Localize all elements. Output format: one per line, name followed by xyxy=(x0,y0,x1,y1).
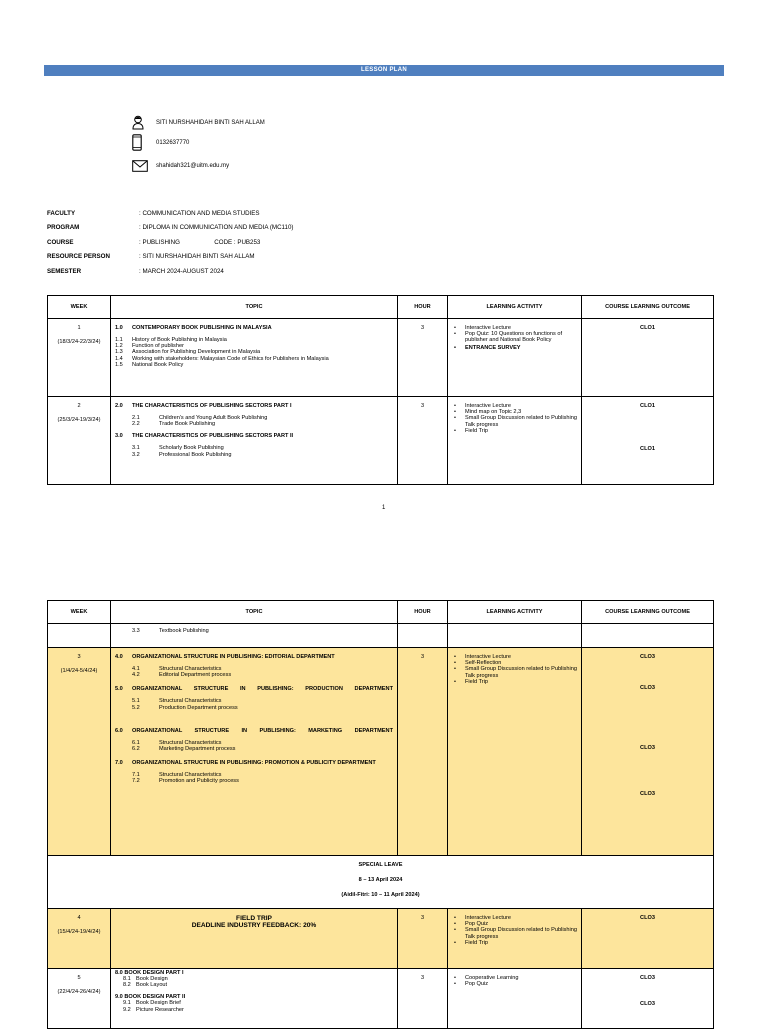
activity-text: Mind map on Topic 2,3 xyxy=(465,409,522,416)
clo-cell: CLO1 xyxy=(582,319,714,397)
hour-cell: 3 xyxy=(398,969,448,1029)
subtopic-text: Book Design Brief xyxy=(136,1000,181,1007)
subtopic-number: 4.2 xyxy=(132,672,140,679)
contact-email-row xyxy=(132,160,229,172)
subtopic-number: 8.2 xyxy=(123,982,131,989)
bullet-icon: • xyxy=(454,403,456,409)
phone-icon xyxy=(132,134,150,151)
activity-cell xyxy=(448,969,582,1029)
topic-heading xyxy=(115,686,393,692)
info-value: : PUBLISHING CODE : PUB253 xyxy=(139,238,261,246)
contact-name: SITI NURSHAHIDAH BINTI SAH ALLAM xyxy=(156,119,265,126)
week-dates: (18/3/24-22/3/24) xyxy=(57,339,101,345)
week-cell xyxy=(48,319,111,397)
week-number: 2 xyxy=(77,403,81,409)
subtopic-text: Structural Characteristics xyxy=(159,698,222,705)
subtopic-number: 3.2 xyxy=(132,451,140,458)
header-activity: LEARNING ACTIVITY xyxy=(448,601,582,624)
clo-cell xyxy=(582,648,714,856)
activity-text: Cooperative Learning xyxy=(465,975,519,981)
info-label: PROGRAM xyxy=(47,224,80,232)
special-leave-cell xyxy=(48,856,714,909)
info-value: : COMMUNICATION AND MEDIA STUDIES xyxy=(139,209,260,217)
bullet-icon: • xyxy=(454,981,456,988)
subtopic-text: Picture Researcher xyxy=(136,1006,184,1013)
activity-cell xyxy=(448,648,582,856)
course-info xyxy=(47,206,293,279)
topic-cell xyxy=(111,319,398,397)
week-cell xyxy=(48,648,111,856)
topic-heading xyxy=(115,403,393,409)
activity-text: Field Trip xyxy=(465,939,489,946)
lesson-table-page-1 xyxy=(47,295,714,485)
subtopic-number: 5.1 xyxy=(132,698,140,705)
special-leave-title: SPECIAL LEAVE xyxy=(358,862,403,868)
info-value: : MARCH 2024-AUGUST 2024 xyxy=(139,267,224,275)
bullet-icon: • xyxy=(454,325,456,331)
contact-phone: 0132637770 xyxy=(156,139,190,146)
clo-cell xyxy=(582,624,714,648)
bullet-icon: • xyxy=(454,975,456,981)
table-row-week-3 xyxy=(48,648,714,856)
subtopic-text: Function of publisher xyxy=(132,343,184,350)
activity-text: Interactive Lecture xyxy=(465,403,512,409)
info-semester xyxy=(47,264,293,279)
header-activity: LEARNING ACTIVITY xyxy=(448,296,582,319)
subtopic-text: Trade Book Publishing xyxy=(159,421,216,428)
topic-title: ORGANIZATIONAL STRUCTURE IN PUBLISHING: MARKETING DEPARTMENT xyxy=(132,727,393,734)
clo-value: CLO1 xyxy=(640,403,655,409)
header-topic: TOPIC xyxy=(111,601,398,624)
activity-text: Pop Quiz xyxy=(465,921,489,928)
topic-cell xyxy=(111,624,398,648)
person-icon xyxy=(132,115,150,130)
clo-cell xyxy=(582,397,714,485)
activity-text: Interactive Lecture xyxy=(465,325,512,331)
field-trip-title: FIELD TRIP xyxy=(236,915,272,922)
topic-title: THE CHARACTERISTICS OF PUBLISHING SECTORS PART II xyxy=(132,433,294,440)
subtopic-text: Working with stakeholders: Malaysian Code of Ethics for Publishers in Malaysia xyxy=(132,355,329,362)
week-cell xyxy=(48,624,111,648)
bullet-icon: • xyxy=(454,415,456,422)
clo-value: CLO3 xyxy=(640,685,655,691)
bullet-icon: • xyxy=(454,344,456,351)
lesson-table-page-2 xyxy=(47,600,714,1029)
subtopic-number: 3.3 xyxy=(132,628,140,634)
topic-cell xyxy=(111,648,398,856)
header-clo: COURSE LEARNING OUTCOME xyxy=(582,601,714,624)
table-header-row xyxy=(48,601,714,624)
info-label: SEMESTER xyxy=(47,267,82,275)
topic-number: 5.0 xyxy=(115,686,123,693)
topic-heading xyxy=(115,728,393,734)
subtopic-text: Marketing Department process xyxy=(159,746,236,753)
header-topic: TOPIC xyxy=(111,296,398,319)
topic-heading: 8.0 BOOK DESIGN PART I xyxy=(115,970,184,976)
table-header-row xyxy=(48,296,714,319)
activity-item xyxy=(454,981,579,987)
subtopic-number: 4.1 xyxy=(132,666,140,672)
page-number: 1 xyxy=(382,505,386,511)
subtopic-number: 6.1 xyxy=(132,739,140,746)
week-dates: (1/4/24-5/4/24) xyxy=(60,668,98,674)
topic-heading xyxy=(115,760,393,766)
subtopic-text: National Book Policy xyxy=(132,361,184,368)
bullet-icon: • xyxy=(454,678,456,685)
topic-title: ORGANIZATIONAL STRUCTURE IN PUBLISHING: PROMOTION & PUBLICITY DEPARTMENT xyxy=(132,760,376,767)
table-row-week-1 xyxy=(48,319,714,397)
subtopic-text: Professional Book Publishing xyxy=(159,451,232,458)
subtopic-text: Scholarly Book Publishing xyxy=(159,445,224,452)
deadline-text: DEADLINE INDUSTRY FEEDBACK: 20% xyxy=(191,922,317,929)
activity-text: ENTRANCE SURVEY xyxy=(465,344,521,351)
week-number: 3 xyxy=(77,654,81,660)
topic-number: 3.0 xyxy=(115,433,123,440)
clo-value: CLO3 xyxy=(640,975,655,981)
subtopic xyxy=(115,628,393,634)
hour-cell: 3 xyxy=(398,648,448,856)
clo-value: CLO3 xyxy=(640,745,655,751)
subtopic-number: 1.1 xyxy=(115,337,123,343)
activity-text: Pop Quiz xyxy=(465,981,489,988)
topic-heading xyxy=(115,433,393,439)
info-resource-person xyxy=(47,250,293,265)
hour-cell xyxy=(398,624,448,648)
subtopic-text: Book Design xyxy=(136,976,168,982)
topic-title: CONTEMPORARY BOOK PUBLISHING IN MALAYSIA xyxy=(132,325,272,331)
contact-name-row xyxy=(132,115,265,130)
subtopic-number: 9.1 xyxy=(123,1000,131,1007)
clo-cell: CLO3 xyxy=(582,909,714,969)
activity-item xyxy=(454,927,579,939)
activity-item xyxy=(454,415,579,427)
subtopic xyxy=(115,746,393,752)
subtopic xyxy=(115,421,393,427)
clo-value: CLO3 xyxy=(640,791,655,797)
bullet-icon: • xyxy=(454,927,456,934)
subtopic-text: Editorial Department process xyxy=(159,672,232,679)
bullet-icon: • xyxy=(454,915,456,921)
subtopic-number: 1.5 xyxy=(115,361,123,368)
activity-text: Interactive Lecture xyxy=(465,654,512,660)
activity-item xyxy=(454,331,579,343)
topic-title: THE CHARACTERISTICS OF PUBLISHING SECTORS PART I xyxy=(132,403,292,409)
bullet-icon: • xyxy=(454,660,456,667)
subtopic-number: 1.2 xyxy=(115,343,123,350)
lesson-plan-banner: LESSON PLAN xyxy=(44,65,724,76)
activity-cell xyxy=(448,624,582,648)
subtopic-text: Promotion and Publicity process xyxy=(159,778,239,785)
subtopic-number: 9.2 xyxy=(123,1006,131,1013)
header-hour: HOUR xyxy=(398,601,448,624)
topic-number: 2.0 xyxy=(115,403,123,409)
contact-email: shahidah321@uitm.edu.my xyxy=(156,163,230,169)
special-leave-dates: 8 – 13 April 2024 xyxy=(358,877,403,883)
table-row-week-2 xyxy=(48,397,714,485)
activity-item xyxy=(454,428,579,434)
subtopic-number: 2.2 xyxy=(132,421,140,428)
activity-text: Interactive Lecture xyxy=(465,915,512,921)
week-cell xyxy=(48,909,111,969)
special-leave-note: (Aidil-Fitri: 10 – 11 April 2024) xyxy=(341,892,420,898)
clo-cell xyxy=(582,969,714,1029)
hour-cell: 3 xyxy=(398,909,448,969)
bullet-icon: • xyxy=(454,654,456,660)
subtopic-number: 6.2 xyxy=(132,746,140,753)
activity-text: Pop Quiz: 10 Questions on functions of publisher and National Book Policy xyxy=(465,331,563,344)
header-week: WEEK xyxy=(48,601,111,624)
activity-text: Field Trip xyxy=(465,427,489,434)
week-number: 1 xyxy=(77,325,81,331)
topic-heading xyxy=(115,654,393,660)
bullet-icon: • xyxy=(454,331,456,338)
info-label: COURSE xyxy=(47,238,74,246)
header-hour: HOUR xyxy=(398,296,448,319)
bullet-icon: • xyxy=(454,921,456,928)
header-clo: COURSE LEARNING OUTCOME xyxy=(582,296,714,319)
week-number: 4 xyxy=(77,915,81,921)
header-week: WEEK xyxy=(48,296,111,319)
subtopic xyxy=(115,982,393,988)
subtopic xyxy=(115,705,393,711)
subtopic xyxy=(115,362,393,368)
info-value: : DIPLOMA IN COMMUNICATION AND MEDIA (MC110) xyxy=(139,224,294,232)
activity-text: Small Group Discussion related to Publishing Talk progress xyxy=(465,927,577,940)
activity-text: Small Group Discussion related to Publishing Talk progress xyxy=(465,415,577,428)
topic-cell xyxy=(111,909,398,969)
subtopic-number: 7.2 xyxy=(132,778,140,785)
week-number: 5 xyxy=(77,975,81,981)
clo-value: CLO1 xyxy=(640,446,655,452)
topic-number: 6.0 xyxy=(115,727,123,734)
table-row-special-leave xyxy=(48,856,714,909)
activity-cell xyxy=(448,909,582,969)
subtopic-text: Structural Characteristics xyxy=(159,772,222,779)
bullet-icon: • xyxy=(454,427,456,434)
topic-number: 7.0 xyxy=(115,760,123,767)
bullet-icon: • xyxy=(454,939,456,946)
info-program xyxy=(47,221,293,236)
hour-cell: 3 xyxy=(398,319,448,397)
topic-title: ORGANIZATIONAL STRUCTURE IN PUBLISHING: EDITORIAL DEPARTMENT xyxy=(132,654,335,660)
activity-item xyxy=(454,940,579,946)
subtopic-text: Structural Characteristics xyxy=(159,739,222,746)
activity-item xyxy=(454,666,579,678)
activity-text: Field Trip xyxy=(465,678,489,685)
info-label: RESOURCE PERSON xyxy=(47,253,110,261)
table-row-continuation xyxy=(48,624,714,648)
bullet-icon: • xyxy=(454,666,456,673)
contact-phone-row xyxy=(132,134,189,151)
subtopic-number: 1.4 xyxy=(115,355,123,362)
week-dates: (15/4/24-19/4/24) xyxy=(57,929,101,935)
activity-item xyxy=(454,679,579,685)
activity-item xyxy=(454,345,579,351)
subtopic xyxy=(115,452,393,458)
subtopic xyxy=(115,1007,393,1013)
topic-title: ORGANIZATIONAL STRUCTURE IN PUBLISHING: PRODUCTION DEPARTMENT xyxy=(132,686,393,693)
topic-cell xyxy=(111,969,398,1029)
bullet-icon: • xyxy=(454,409,456,416)
subtopic xyxy=(115,672,393,678)
table-row-week-5 xyxy=(48,969,714,1029)
table-row-week-4 xyxy=(48,909,714,969)
info-faculty xyxy=(47,206,293,221)
activity-text: Self-Reflection xyxy=(465,660,502,667)
hour-cell: 3 xyxy=(398,397,448,485)
subtopic-text: Association for Publishing Development in Malaysia xyxy=(132,349,261,356)
subtopic-number: 8.1 xyxy=(123,976,131,982)
subtopic-text: Structural Characteristics xyxy=(159,666,222,672)
subtopic-number: 1.3 xyxy=(115,349,123,356)
subtopic-text: Children's and Young Adult Book Publishing xyxy=(159,415,268,421)
subtopic-text: Production Department process xyxy=(159,704,238,711)
subtopic-text: Book Layout xyxy=(136,982,168,989)
topic-cell xyxy=(111,397,398,485)
subtopic-text: History of Book Publishing in Malaysia xyxy=(132,337,227,343)
topic-heading: 9.0 BOOK DESIGN PART II xyxy=(115,994,186,1001)
info-value: : SITI NURSHAHIDAH BINTI SAH ALLAM xyxy=(139,253,255,261)
clo-value: CLO3 xyxy=(640,1001,655,1007)
subtopic-number: 7.1 xyxy=(132,772,140,779)
subtopic xyxy=(115,778,393,784)
clo-value: CLO3 xyxy=(640,654,655,660)
activity-text: Small Group Discussion related to Publishing Talk progress xyxy=(465,666,577,679)
week-cell xyxy=(48,969,111,1029)
topic-heading xyxy=(115,325,393,331)
activity-cell xyxy=(448,397,582,485)
week-dates: (22/4/24-26/4/24) xyxy=(57,989,101,995)
subtopic-number: 2.1 xyxy=(132,415,140,421)
topic-number: 1.0 xyxy=(115,325,123,331)
info-label: FACULTY xyxy=(47,209,76,217)
week-cell xyxy=(48,397,111,485)
info-course xyxy=(47,235,293,250)
envelope-icon xyxy=(132,160,150,172)
week-dates: (25/3/24-19/3/24) xyxy=(57,417,101,423)
activity-cell xyxy=(448,319,582,397)
subtopic-text: Textbook Publishing xyxy=(159,628,209,634)
subtopic-number: 3.1 xyxy=(132,445,140,452)
topic-number: 4.0 xyxy=(115,654,123,660)
subtopic-number: 5.2 xyxy=(132,704,140,711)
